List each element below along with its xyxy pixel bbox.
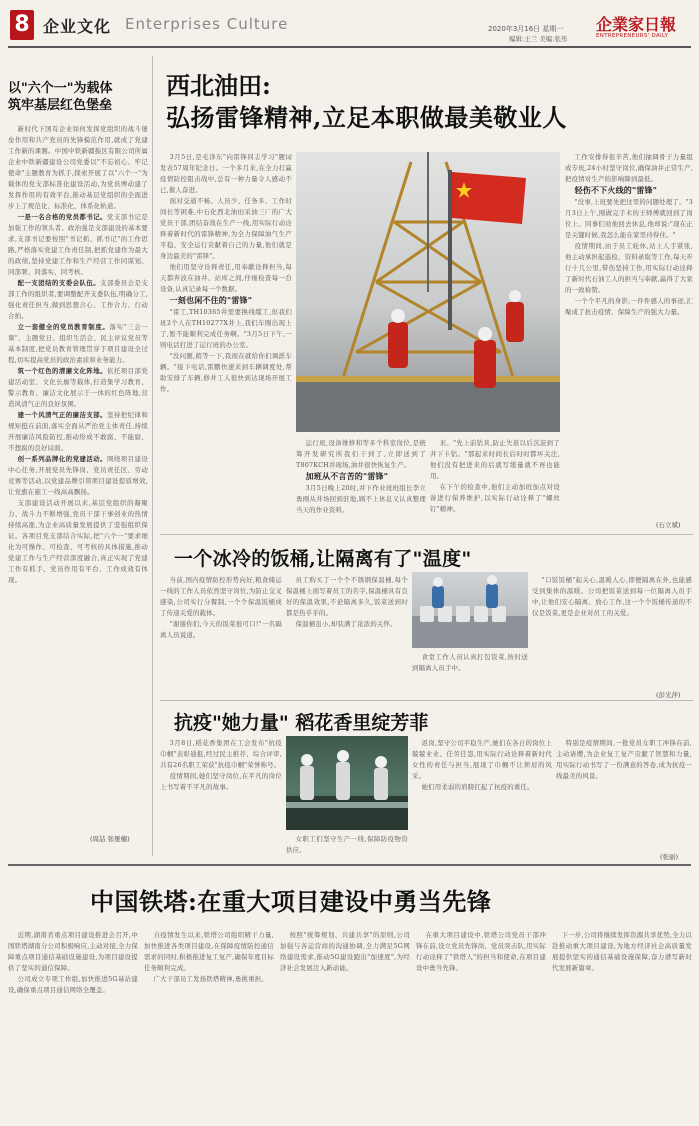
mid-article-col-4: "口饭饭桶"起关心,温暖人心,即便隔离在外,也能感受到集体的温暖。公司把饭菜送到每一位隔离人员手中,让他们安心隔离、放心工作,这一个个饭桶传递的不仅是饭菜,更是企业对员工的关爱。: [532, 576, 692, 617]
newspaper-logo-en: ENTREPRENEURS' DAILY: [596, 33, 669, 39]
main-subhead-3: 轻伤不下火线的"雷锋": [574, 186, 658, 195]
left-subhead-2: 配一支团结的支委会队伍。: [17, 279, 101, 287]
main-article-title-1: 西北油田:: [166, 71, 271, 100]
bottom-article-col-2: 自疫情发生以来,铁塔公司组织精干力量,加快推进各类项目建设,在保障疫情防控通信需求的同时,积极推进复工复产,确保年度目标任务顺利完成。 广大干部员工发扬铁塔精神,勇挑重担。: [144, 931, 274, 983]
lower-article-byline: (张丽): [660, 853, 679, 861]
oil-derrick-photo: [296, 152, 560, 432]
main-subhead-1: 一刻也闲不住的"雷锋": [169, 296, 253, 305]
page-number-badge: 8: [10, 10, 34, 40]
divider-lower-bottom: [8, 864, 691, 866]
section-title-en: Enterprises Culture: [125, 15, 289, 33]
left-article-title: 以"六个一"为载体 筑牢基层红色堡垒: [8, 81, 113, 113]
lower-article-col-2: 女职工们坚守生产一线,保障防疫物资供应。: [286, 835, 408, 854]
cafeteria-photo: [412, 572, 528, 648]
main-article-col-1: 3月5日,是毛泽东"向雷锋同志学习"题词发表57周年纪念日。一个多月来,在全力打赢疫情防控阻击战中,总有一种力量令人感动不已,催人奋进。 面对交通不畅、人员少、任务多、工作时间长等困难,中石化西北油田采油三厂的广大党员干部,团结奋战在生产一线,用实际行动诠释着新时代的雷锋精神,为全力保障油气生产平稳、安全运行贡献着自己的力量,他们就是身边最美的"雷锋"。 他们用坚守诠释责任,用奉献诠释担当,每天都奔波在油井、站库之间,仔细检查每一台设备,认真记录每一个数据。 一刻也闲不住的"雷锋" "雷工,TH10365井需要换线缆工,但我们班2个人在TH10277X井上,我们车刚出现上了,暂不能顺利完成任务啊。"3月5日下午,一则电话打进了运行班的办公室。 "没问题,稍等一下,我现在就给你们调派车辆。"接下电话,雷鹏快速来到车辆调度处,帮助安排了车辆,修井工人很快到达现场开展工作。: [160, 153, 292, 393]
main-article-byline: (石立斌): [656, 521, 681, 529]
date-line: 2020年3月16日 星期一: [488, 25, 564, 33]
bottom-article-col-4: 在重大项目建设中,铁塔公司党员干部冲锋在前,设立党员先锋岗、党员突击队,用实际行动诠释了"铁塔人"的担当和使命,在项目建设中勇当先锋。: [416, 931, 546, 972]
lower-article-col-1: 3月8日,稻花香集团在工会发布"抗疫巾帼"表彰通报,经过民主推荐、综合评审,共有26名职工荣获"抗疫巾帼"荣誉称号。 疫情期间,她们坚守岗位,在平凡的岗位上书写着不平凡的故事。: [160, 739, 282, 791]
divider-mid-lower: [160, 700, 693, 701]
left-subhead-6: 创一系列品牌化的党建活动。: [17, 455, 108, 463]
mid-article-col-1: 当前,国内疫情防控形势向好,粮食储运一线的工作人员依然坚守岗位,为防止交叉感染,公司实行分餐制,一个个保温饭桶成了传递关爱的载体。 "谢谢你们,今天的饭菜很可口!"一名隔离人员说道。: [160, 576, 282, 639]
mid-article-col-3: 食堂工作人员认真打包饭菜,按时送到隔离人员手中。: [412, 653, 528, 672]
editor-line: 编辑:王兰 美编:张彤: [509, 35, 568, 43]
bottom-article-col-1: 近期,湖南省重点项目建设推进会召开,中国铁塔湖南分公司积极响应,主动对接,全力保障重点项目通信基础设施建设,为项目建设提供了坚实的通信保障。 公司成立专项工作组,加快推进5G基站建设,确保重点项目通信网络全覆盖。: [8, 931, 138, 994]
left-subhead-5: 建一个风清气正的廉洁支部。: [17, 411, 108, 419]
header-divider: [8, 46, 691, 48]
left-subhead-3: 立一套健全的党员教育制度。: [17, 323, 110, 331]
left-subhead-4: 筑一个红色的清廉文化阵地。: [17, 367, 108, 375]
newspaper-logo: 企業家日報: [596, 15, 677, 34]
left-article-byline: (周喆 张娅楠): [90, 835, 130, 843]
main-article-col-3: 来。"先上前钻具,防止失返以后沉淀到了井下卡钻。"那起来时间长后时时都坏关注,他们没有把进来的后就写缓量就不再也能用。 在下午的检查中,他们主动加班加点对设备进行保养维护,以实际行动诠释了"螺丝钉"精神。: [430, 439, 560, 513]
left-subhead-1: 一是一名合格的党员都书记。: [17, 213, 108, 221]
main-article-title-2: 弘扬雷锋精神,立足本职做最美敬业人: [166, 103, 567, 132]
section-title-cn: 企业文化: [43, 17, 112, 36]
lower-article-col-4: 特别是疫情期间,一批党员女职工冲锋在前,主动请缨,为企业复工复产贡献了智慧和力量,用实际行动书写了一份满意的答卷,成为抗疫一线最美的风景。: [556, 739, 692, 780]
left-article-body: 新时代下国有企业如何发挥党组织的战斗堡垒作用和共产党员的先锋模范作用,就成了党建工作新的课题。中国中铁新疆振区有限公司所属企业中铁新疆建设公司党委以"不忘初心、牢记使命"主题教育为抓手,探索开展了以"六个一"为载体的党支部标准化建设活动,为党员博动建了发挥作用的有效平台,推动基层党组织的全面进步上了规范化、标准化、体系化轨道。 一是一名合格的党员都书记。党支部书记是加强工作的领头者。政治强是支部建设的基本要求,支部书记要按照"书记抓、抓书记"的工作思路,严格落实党建工作责任制,把抓党建作为最大的政绩,坚持党建工作和生产经营工作同谋划、同部署、同落实、同考核。 配一支团结的支委会队伍。支部委员会是支部工作的组织者,要调整配齐支委队伍,明确分工,强化责任担当,做到思想合心、工作合力、行动合拍。 立一套健全的党员教育制度。落实"三会一课"、主题党日、组织生活会、民主评议党员等基本制度,把党员教育管理贯穿于项目建设全过程,切实提高党员的政治素质和业务能力。 筑一个红色的清廉文化阵地。依托项目部党建活动室、文化长廊等载体,打造集学习教育、警示教育、廉洁文化展示于一体的红色阵地,营造风清气正的良好氛围。 建一个风清气正的廉洁支部。坚持把纪律和规矩挺在前面,落实全面从严治党主体责任,持续开展廉洁风险防控,推动形成不敢腐、不能腐、不想腐的良好局面。 创一系列品牌化的党建活动。围绕项目建设中心任务,开展党员先锋岗、党员责任区、劳动竞赛等活动,以党建品牌引领项目建设提质增效,让党旗在施工一线高高飘扬。 支部建设活动开展以来,基层党组织的凝聚力、战斗力不断增强,党员干部干事创业的热情持续高涨,为企业高质量发展提供了坚强组织保证。各项目党支部结合实际,把"六个一"要求细化为可操作、可检查、可考核的具体措施,推动党建工作与生产经营深度融合,真正实现了党建工作有抓手、党员作用有平台、工作成效有体现。: [8, 125, 148, 584]
bottom-article-title: 中国铁塔:在重大项目建设中勇当先锋: [90, 887, 492, 916]
production-line-photo: [286, 736, 408, 830]
main-article-col-2: 运行班,设备维修和等多个科室岗位,是统筹开发研究所我们干到了,立即送到了T807KCH井现场,油井很快恢复生产。 加班从不言苦的"雷锋" 3月5日晚上20时,并下作业班班组长李立勇刚从井场回到驻地,顾不上休息又认真整理当天的作业资料。: [296, 439, 426, 514]
mid-article-col-2: 员工购买了一个个不锈钢保温桶,每个保温桶上面写着员工的名字,保温桶具有良好的保温效果,不论隔离多久,饭菜送到时都是热乎乎的。 保温桶虽小,却装满了浓浓的关怀。: [286, 576, 408, 628]
main-subhead-2: 加班从不言苦的"雷锋": [305, 472, 389, 481]
bottom-article-col-5: 下一步,公司将继续发挥资源共享优势,全力以赴推动重大项目建设,为地方经济社会高质量发展提供坚实的通信基础设施保障,奋力谱写新时代发展新篇章。: [552, 931, 692, 972]
divider-main-mid: [160, 534, 693, 535]
lower-article-title: 抗疫"她力量" 稻花香里绽芳菲: [174, 712, 429, 734]
bottom-article-col-3: 按照"统筹规划、共建共享"的原则,公司加强与各运营商的沟通协调,全力满足5G网络建设需求,推动5G建设跑出"加速度",为经济社会发展注入新动能。: [280, 931, 410, 972]
main-article-col-4: 工作安排得很辛苦,他们抽调骨干力量组成专班,24小时坚守岗位,确保油井正常生产,把疫情对生产的影响降到最低。 轻伤不下火线的"雷锋" "没事,上班要先把这里的问题处理了。"3月3日上午,刚做完手术的王师傅就回到了岗位上。同事们劝他回去休息,他却说:"现在正是关键时候,我怎么能在家里待得住。" 疫情期间,由于员工轮休,站上人手紧张,他主动承担起巡检、资料录取等工作,每天步行十几公里,带伤坚持工作,用实际行动诠释了新时代石油工人的担当与奉献,赢得了大家的一致称赞。 一个个平凡的身影,一件件感人的事迹,汇聚成了抗击疫情、保障生产的强大力量。: [565, 153, 693, 316]
mid-article-byline: (彭光萍): [656, 691, 681, 699]
left-column-divider: [152, 56, 153, 856]
lower-article-col-3: 返岗,坚守公司平稳生产,她们在各自的岗位上兢兢业业、任劳任怨,用实际行动诠释着新时代女性的责任与担当,展现了巾帼不让须眉的风采。 她们用柔弱的肩膀扛起了抗疫的重任。: [412, 739, 552, 791]
mid-article-title: 一个冰冷的饭桶,让隔离有了"温度": [174, 548, 472, 570]
